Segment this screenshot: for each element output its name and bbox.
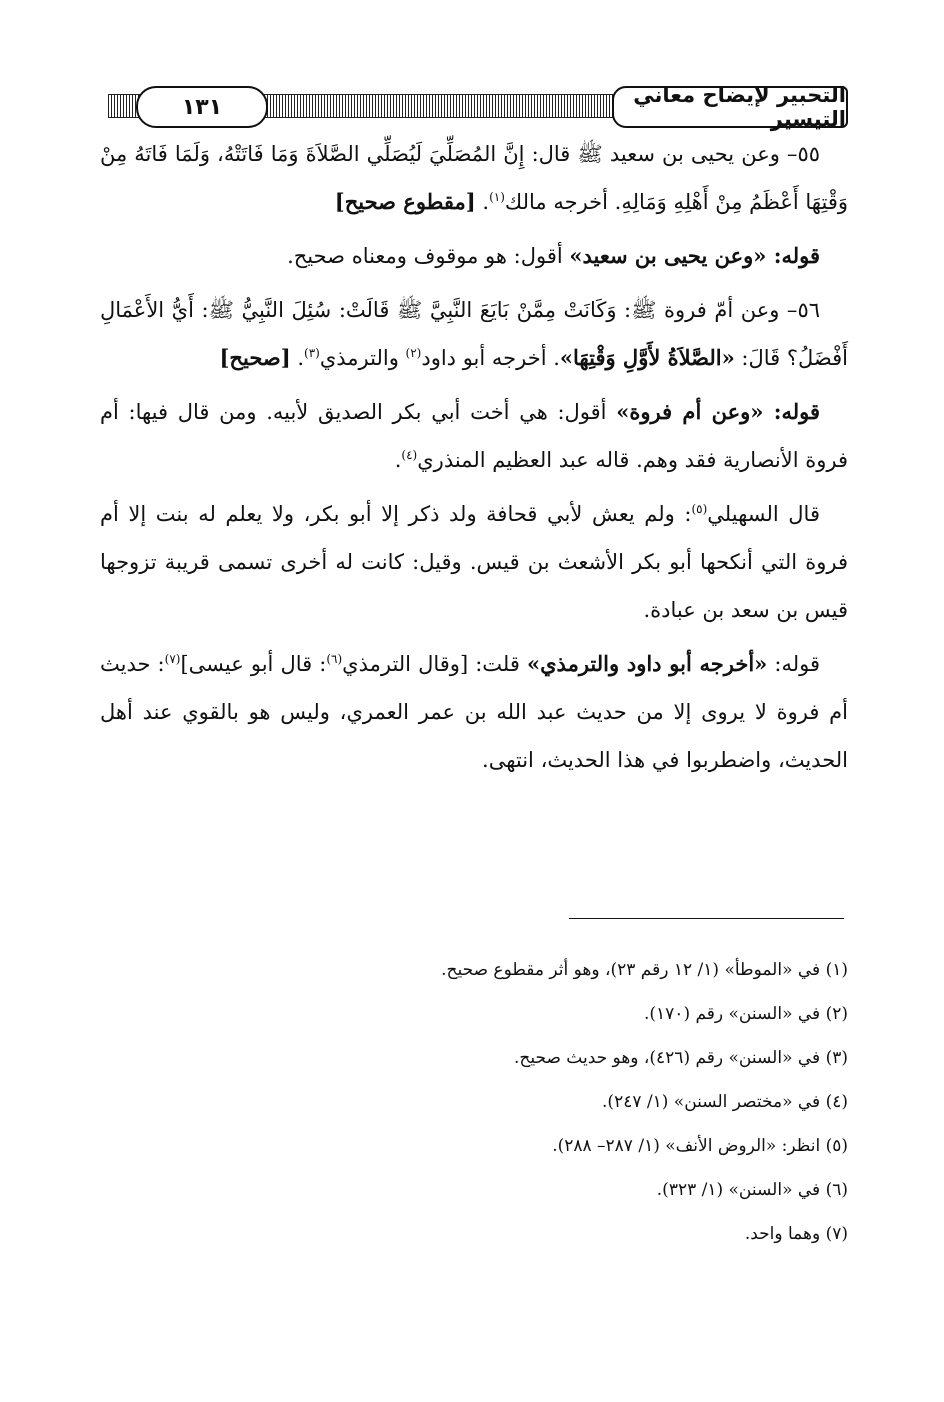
hadith-56-quote: «الصَّلاَةُ لأَوَّلِ وَقْتِهَا» xyxy=(559,345,735,370)
tirmidhi-text-3: : حديث أم فروة لا يروى إلا من حديث عبد الله بن عمر العمري، وليس هو بالقوي عند أهل الحديث، واضطربوا في هذا الحديث، انتهى. xyxy=(100,652,848,772)
hadith-55-text: ٥٥– وعن يحيى بن سعيد ﷺ قال: إِنَّ المُصَلِّيَ لَيُصَلِّي الصَّلاَةَ وَمَا فَاتَتْهُ، وَلَمَا فَاتَهُ مِنْ وَقْتِهَا أَعْظَمُ مِنْ أَهْلِهِ وَمَالِهِ. أخرجه مالك xyxy=(100,142,848,214)
footnote-ref-6: (٦) xyxy=(326,652,343,666)
tirmidhi-prefix: قوله: xyxy=(767,652,820,676)
commentary-lead: قوله: «وعن أم فروة» xyxy=(616,399,821,424)
paragraph-commentary-56 xyxy=(100,388,848,484)
paragraph-commentary-55 xyxy=(100,232,848,280)
footnote-3: (٣) في «السنن» رقم (٤٢٦)، وهو حديث صحيح. xyxy=(513,1048,848,1068)
footnotes xyxy=(100,948,848,1256)
commentary-lead: قوله: «وعن يحيى بن سعيد» xyxy=(569,243,820,268)
punct: . xyxy=(290,346,304,370)
paragraph-tirmidhi xyxy=(100,640,848,784)
footnote-ref-3: (٣) xyxy=(304,346,320,360)
tirmidhi-text-1: قلت: [وقال الترمذي xyxy=(342,652,527,676)
hadith-56-text: ٥٦– وعن أمّ فروة ﷺ: وَكَانَتْ مِمَّنْ بَايَعَ النَّبِيَّ ﷺ قَالَتْ: سُئِلَ النَّبِيُّ ﷺ: أَيُّ الأَعْمَالِ أَفْضَلُ؟ قَالَ: xyxy=(100,298,848,370)
page-number: ١٣١ xyxy=(136,86,268,128)
commentary-text: أقول: هي أخت أبي بكر الصديق لأبيه. ومن قال فيها: أم فروة الأنصارية فقد وهم. قاله عبد العظيم المنذري xyxy=(100,400,848,472)
footnote-4: (٤) في «مختصر السنن» (١/ ٢٤٧). xyxy=(602,1092,848,1112)
grade-55: [مقطوع صحيح] xyxy=(334,189,476,214)
suhayli-text: : ولم يعش لأبي قحافة ولد ذكر إلا أبو بكر، ولا يعلم له بنت إلا أم فروة التي أنكحها أبو بكر الأشعث بن قيس. وقيل: كانت له أخرى تسمى قريبة تزوجها قيس بن سعد بن عبادة. xyxy=(100,502,848,622)
footnote-ref-7: (٧) xyxy=(164,652,181,666)
tirmidhi-lead: «أخرجه أبو داود والترمذي» xyxy=(527,651,768,676)
footnote-6: (٦) في «السنن» (١/ ٣٢٣). xyxy=(656,1180,848,1200)
grade-56: [صحيح] xyxy=(219,345,291,370)
suhayli-lead: قال السهيلي xyxy=(707,502,820,526)
footnote-divider xyxy=(569,918,844,919)
hadith-56-source-2: والترمذي xyxy=(319,346,406,370)
paragraph-suhayli xyxy=(100,490,848,634)
commentary-text: أقول: هو موقوف ومعناه صحيح. xyxy=(287,244,570,268)
footnote-ref-2: (٢) xyxy=(405,346,422,360)
footnote-7: (٧) وهما واحد. xyxy=(744,1224,848,1244)
footnote-2: (٢) في «السنن» رقم (١٧٠). xyxy=(643,1004,848,1024)
main-text xyxy=(100,130,848,790)
book-title: التحبير لإيضاح معاني التيسير xyxy=(612,86,848,128)
footnote-ref-4: (٤) xyxy=(401,448,418,462)
footnote-5: (٥) انظر: «الروض الأنف» (١/ ٢٨٧– ٢٨٨). xyxy=(552,1136,848,1156)
punct: . xyxy=(475,190,490,214)
paragraph-55 xyxy=(100,130,848,226)
tirmidhi-text-2: : قال أبو عيسى] xyxy=(180,652,327,676)
punct: . xyxy=(394,448,402,472)
footnote-ref-1: (١) xyxy=(489,190,505,204)
page-header xyxy=(100,83,848,131)
hadith-56-source: . أخرجه أبو داود xyxy=(421,346,560,370)
footnote-ref-5: (٥) xyxy=(691,502,708,516)
footnote-1: (١) في «الموطأ» (١/ ١٢ رقم ٢٣)، وهو أثر مقطوع صحيح. xyxy=(441,960,848,980)
paragraph-56 xyxy=(100,286,848,382)
